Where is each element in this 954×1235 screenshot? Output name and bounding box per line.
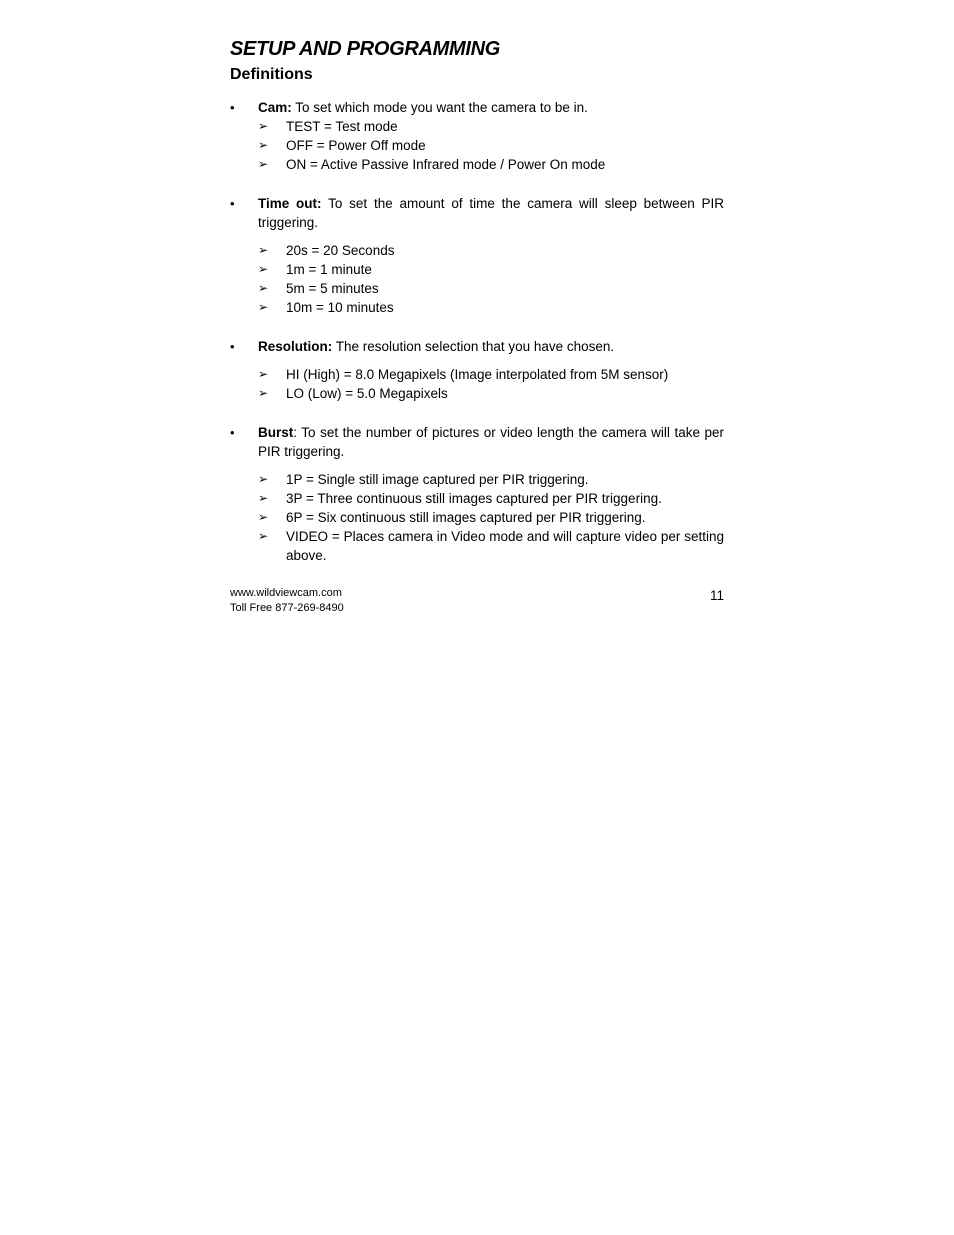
arrowhead-bullet-icon: ➢ (258, 367, 269, 381)
arrowhead-bullet-icon: ➢ (258, 281, 269, 295)
list-item-text: ON = Active Passive Infrared mode / Power On mode (286, 157, 606, 172)
definition-term: Cam: (258, 100, 292, 115)
list-item (230, 384, 724, 403)
list-item (230, 298, 724, 317)
definition-row (230, 423, 724, 461)
arrowhead-bullet-icon: ➢ (258, 529, 269, 543)
definition-row (230, 98, 724, 117)
definition-row (230, 337, 724, 356)
list-item-text: 10m = 10 minutes (286, 300, 394, 315)
definition-text: To set which mode you want the camera to be in. (291, 100, 588, 115)
list-item (230, 241, 724, 260)
list-item (230, 365, 724, 384)
page-footer (230, 586, 724, 616)
option-list (230, 241, 724, 317)
arrowhead-bullet-icon: ➢ (258, 491, 269, 505)
definition-text: To set the amount of time the camera will sleep between PIR triggering. (258, 196, 725, 230)
definition-text: : To set the number of pictures or video length the camera will take per PIR triggering. (258, 425, 724, 459)
list-item (230, 279, 724, 298)
option-list (230, 365, 724, 403)
list-item (230, 260, 724, 279)
list-item-text: TEST = Test mode (286, 119, 398, 134)
definition-row (230, 194, 724, 232)
phone-text: Toll Free 877-269-8490 (230, 602, 344, 614)
list-item-text: 20s = 20 Seconds (286, 243, 395, 258)
definition-cam (230, 98, 724, 174)
page-title: SETUP AND PROGRAMMING (230, 38, 500, 60)
list-item-text: 1P = Single still image captured per PIR triggering. (286, 472, 589, 487)
list-item-text: 5m = 5 minutes (286, 281, 379, 296)
arrowhead-bullet-icon: ➢ (258, 243, 269, 257)
list-item (230, 117, 724, 136)
bullet-icon: • (230, 425, 235, 440)
definition-term: Burst (258, 425, 294, 440)
list-item-text: 3P = Three continuous still images captured per PIR triggering. (286, 491, 662, 506)
definition-burst (230, 423, 724, 565)
definition-resolution (230, 337, 724, 403)
list-item-text: HI (High) = 8.0 Megapixels (Image interpolated from 5M sensor) (286, 367, 669, 382)
bullet-icon: • (230, 196, 235, 211)
bullet-icon: • (230, 339, 235, 354)
arrowhead-bullet-icon: ➢ (258, 157, 269, 171)
arrowhead-bullet-icon: ➢ (258, 119, 269, 133)
document-page (230, 36, 724, 565)
list-item-text: VIDEO = Places camera in Video mode and will capture video per setting above. (286, 529, 724, 563)
list-item (230, 155, 724, 174)
list-item-text: OFF = Power Off mode (286, 138, 426, 153)
arrowhead-bullet-icon: ➢ (258, 386, 269, 400)
list-item (230, 136, 724, 155)
list-item (230, 489, 724, 508)
list-item (230, 527, 724, 565)
definition-term: Resolution: (258, 339, 333, 354)
arrowhead-bullet-icon: ➢ (258, 472, 269, 486)
definition-term: Time out: (258, 196, 322, 211)
definition-time-out (230, 194, 724, 317)
arrowhead-bullet-icon: ➢ (258, 138, 269, 152)
list-item-text: 6P = Six continuous still images captured per PIR triggering. (286, 510, 646, 525)
page-number: 11 (709, 588, 724, 603)
arrowhead-bullet-icon: ➢ (258, 510, 269, 524)
list-item-text: 1m = 1 minute (286, 262, 372, 277)
bullet-icon: • (230, 100, 235, 115)
section-heading: Definitions (230, 66, 313, 83)
option-list (230, 117, 724, 174)
arrowhead-bullet-icon: ➢ (258, 300, 269, 314)
website-text: www.wildviewcam.com (230, 587, 342, 599)
arrowhead-bullet-icon: ➢ (258, 262, 269, 276)
list-item (230, 470, 724, 489)
definition-text: The resolution selection that you have chosen. (332, 339, 615, 354)
list-item-text: LO (Low) = 5.0 Megapixels (286, 386, 448, 401)
option-list (230, 470, 724, 565)
list-item (230, 508, 724, 527)
